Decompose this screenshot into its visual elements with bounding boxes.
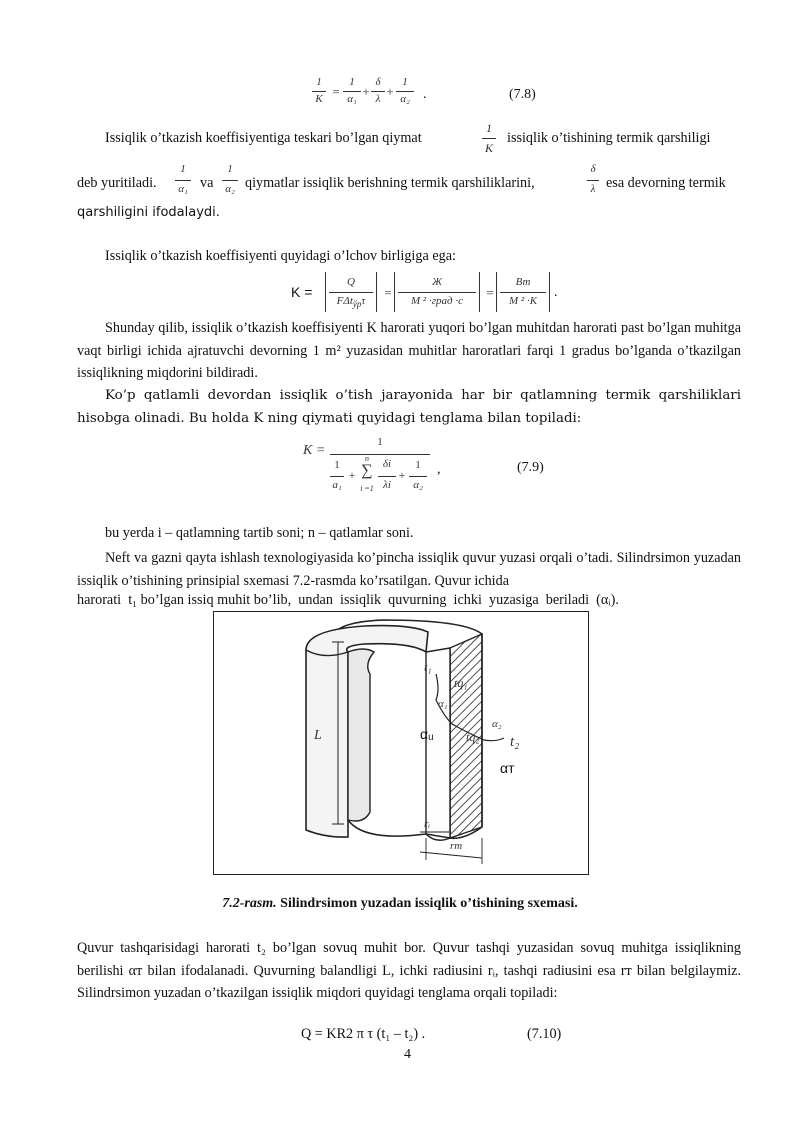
label-tq1: tq₁ bbox=[454, 676, 468, 690]
eq78-plus: + bbox=[362, 84, 370, 99]
fraction-bar bbox=[329, 292, 373, 293]
units-eq2: = bbox=[486, 285, 494, 300]
fraction-bar bbox=[396, 91, 414, 92]
fraction-bar bbox=[378, 476, 396, 477]
caption-text: Silindrsimon yuzadan issiqlik o’tishining sxemasi. bbox=[280, 896, 578, 911]
units-period: . bbox=[554, 285, 558, 300]
units-c-den: М ² ·К bbox=[508, 295, 537, 307]
eq79-d2-den: λi bbox=[383, 479, 391, 491]
units-a-num: Q bbox=[347, 276, 355, 288]
para6: bu yerda i – qatlamning tartib soni; n – qatlamlar soni. bbox=[105, 525, 414, 541]
label-alpha1: α₁ bbox=[438, 698, 448, 710]
para2-text-d: qarshiligini ifodalaydi. bbox=[77, 205, 220, 220]
label-L: L bbox=[314, 728, 322, 743]
eq78-period: . bbox=[423, 87, 427, 102]
eq79-d3-num: 1 bbox=[415, 459, 421, 471]
eq79-d1-num: 1 bbox=[334, 459, 340, 471]
units-b-den: М ² ·град ·с bbox=[411, 295, 463, 307]
para1-text-b: issiqlik o’tishining termik qarshiligi bbox=[507, 130, 711, 146]
units-c-num: Вт bbox=[515, 276, 531, 288]
eq79-d2-num: δi bbox=[382, 458, 392, 470]
para2-f2-num: 1 bbox=[227, 163, 233, 175]
para1-frac-den: K bbox=[484, 141, 493, 155]
label-alpha-u: αᵤ bbox=[420, 726, 434, 742]
fraction-bar bbox=[371, 91, 385, 92]
eq78-t1-num: 1 bbox=[349, 76, 355, 88]
eq78-t1-den: α₁ bbox=[347, 93, 357, 105]
units-a-den: FΔt$_{ўр}$τ bbox=[336, 295, 366, 310]
label-t2: t₂ bbox=[510, 734, 520, 750]
para2-text-c: esa devorning termik bbox=[606, 175, 726, 191]
eq79-sum: ∑ bbox=[361, 462, 373, 479]
radius-rt-line bbox=[420, 852, 482, 858]
fraction-bar bbox=[312, 91, 326, 92]
eq78-equals: = bbox=[332, 84, 340, 99]
fraction-bar bbox=[500, 292, 546, 293]
para4: Shunday qilib, issiqlik o’tkazish koeffisiyenti K harorati yuqori bo’lgan muhitdan harorati past bo’lgan muhitga vaqt birligi ichida ajratuvchi devorning 1 m² yuzasidan muhitlar haroratlari farqi 1 gradus bo’lganda o’tkazilgan issiqlikning miqdorini bildiradi. bbox=[77, 320, 741, 381]
para2-f2-den: α₂ bbox=[225, 183, 235, 195]
eq78-t3-den: α₂ bbox=[400, 93, 410, 105]
fraction-bar bbox=[330, 476, 344, 477]
label-alpha2: α₂ bbox=[492, 718, 502, 730]
inner-wall-surface bbox=[426, 648, 450, 838]
figure-cylinder-schematic bbox=[213, 611, 589, 875]
page-number: 4 bbox=[404, 1047, 411, 1062]
label-alpha-t: αт bbox=[500, 760, 515, 776]
eq78-lhs-den: K bbox=[315, 93, 323, 105]
para3: Issiqlik o’tkazish koeffisiyenti quyidagi o’lchov birligiga ega: bbox=[105, 248, 456, 264]
eq79-num: 1 bbox=[377, 436, 383, 448]
left-cut-face bbox=[348, 649, 374, 821]
cylinder-drawing bbox=[214, 612, 588, 874]
eq79-sum-top: n bbox=[365, 454, 369, 463]
eq79-d1-den: a₁ bbox=[332, 479, 342, 491]
eq78-t2-num: δ bbox=[375, 76, 381, 88]
equation-number: (7.10) bbox=[527, 1026, 562, 1042]
fraction-bar bbox=[482, 138, 496, 139]
fraction-bar bbox=[175, 180, 191, 181]
fraction-bar bbox=[587, 180, 599, 181]
equation-number: (7.8) bbox=[509, 87, 536, 102]
para2-text-a: deb yuritiladi. bbox=[77, 175, 157, 191]
para2-va: va bbox=[200, 175, 214, 191]
equation-7-10: Q = KR2 π τ (t₁ – t₂) . bbox=[301, 1026, 426, 1042]
eq79-comma: , bbox=[437, 462, 441, 477]
para2-f3-num: δ bbox=[590, 163, 596, 175]
eq78-plus: + bbox=[386, 84, 394, 99]
fraction-bar bbox=[330, 454, 430, 455]
label-ri: rᵢ bbox=[424, 818, 431, 830]
eq78-t3-num: 1 bbox=[402, 76, 408, 88]
fraction-bar bbox=[222, 180, 238, 181]
para5: Ko’p qatlamli devordan issiqlik o’tish jarayonida har bir qatlamning termik qarshiliklari hisobga olinadi. Bu holda K ning qiymati quyidagi tenglama bilan topiladi: bbox=[77, 388, 741, 426]
fraction-bar bbox=[343, 91, 361, 92]
eq79-plus: + bbox=[348, 468, 356, 482]
para1-text-a: Issiqlik o’tkazish koeffisiyentiga teskari bo’lgan qiymat bbox=[105, 130, 422, 146]
bottom-edge bbox=[348, 820, 426, 836]
label-tq2: tq₂ bbox=[466, 730, 480, 744]
label-t1: t₁ bbox=[424, 660, 432, 674]
eq78-lhs-num: 1 bbox=[316, 76, 322, 88]
para7-line3: harorati t₁ bo’lgan issiq muhit bo’lib, undan issiqlik quvurning ichki yuzasiga beriladi (αᵢ). bbox=[77, 592, 619, 608]
para2-f3-den: λ bbox=[590, 183, 596, 195]
para2-f1-den: α₁ bbox=[178, 183, 188, 195]
figure-caption bbox=[0, 896, 800, 912]
label-rt: rт bbox=[450, 840, 463, 852]
fraction-bar bbox=[398, 292, 476, 293]
eq79-plus: + bbox=[398, 468, 406, 482]
para2-text-b: qiymatlar issiqlik berishning termik qarshiliklarini, bbox=[245, 175, 535, 191]
units-eq1: = bbox=[384, 285, 392, 300]
eq79-d3-den: α₂ bbox=[413, 479, 423, 491]
fraction-bar bbox=[409, 476, 427, 477]
eq79-sum-bottom: i =1 bbox=[360, 484, 374, 493]
para1-frac-num: 1 bbox=[486, 121, 492, 135]
para2-f1-num: 1 bbox=[180, 163, 186, 175]
para8: Quvur tashqarisidagi harorati t₂ bo’lgan sovuq muhit bor. Quvur tashqi yuzasidan sovuq muhitga issiqlikning berilishi αт bilan ifodalanadi. Quvurning balandligi L, ichki radiusini rᵢ, tashqi radiusini esa rт bilan belgilaymiz. Silindrsimon yuzadan o’tkazilgan issiqlik miqdori quyidagi tenglama orqali topiladi: bbox=[77, 940, 741, 1001]
eq79-lhs: K = bbox=[303, 443, 326, 458]
para7-text: Neft va gazni qayta ishlash texnologiyasida ko’pincha issiqlik quvur yuzasi orqali o’tadi. Silindrsimon yuzadan issiqlik o’tishining prinsipial sxemasi 7.2-rasmda ko’rsatilgan. Quvur ichida bbox=[77, 550, 741, 589]
units-b-num: Ж bbox=[431, 276, 443, 288]
eq78-t2-den: λ bbox=[375, 93, 381, 105]
caption-number: 7.2-rasm. bbox=[222, 896, 277, 911]
units-k: K = bbox=[291, 284, 313, 300]
equation-number: (7.9) bbox=[517, 460, 544, 475]
